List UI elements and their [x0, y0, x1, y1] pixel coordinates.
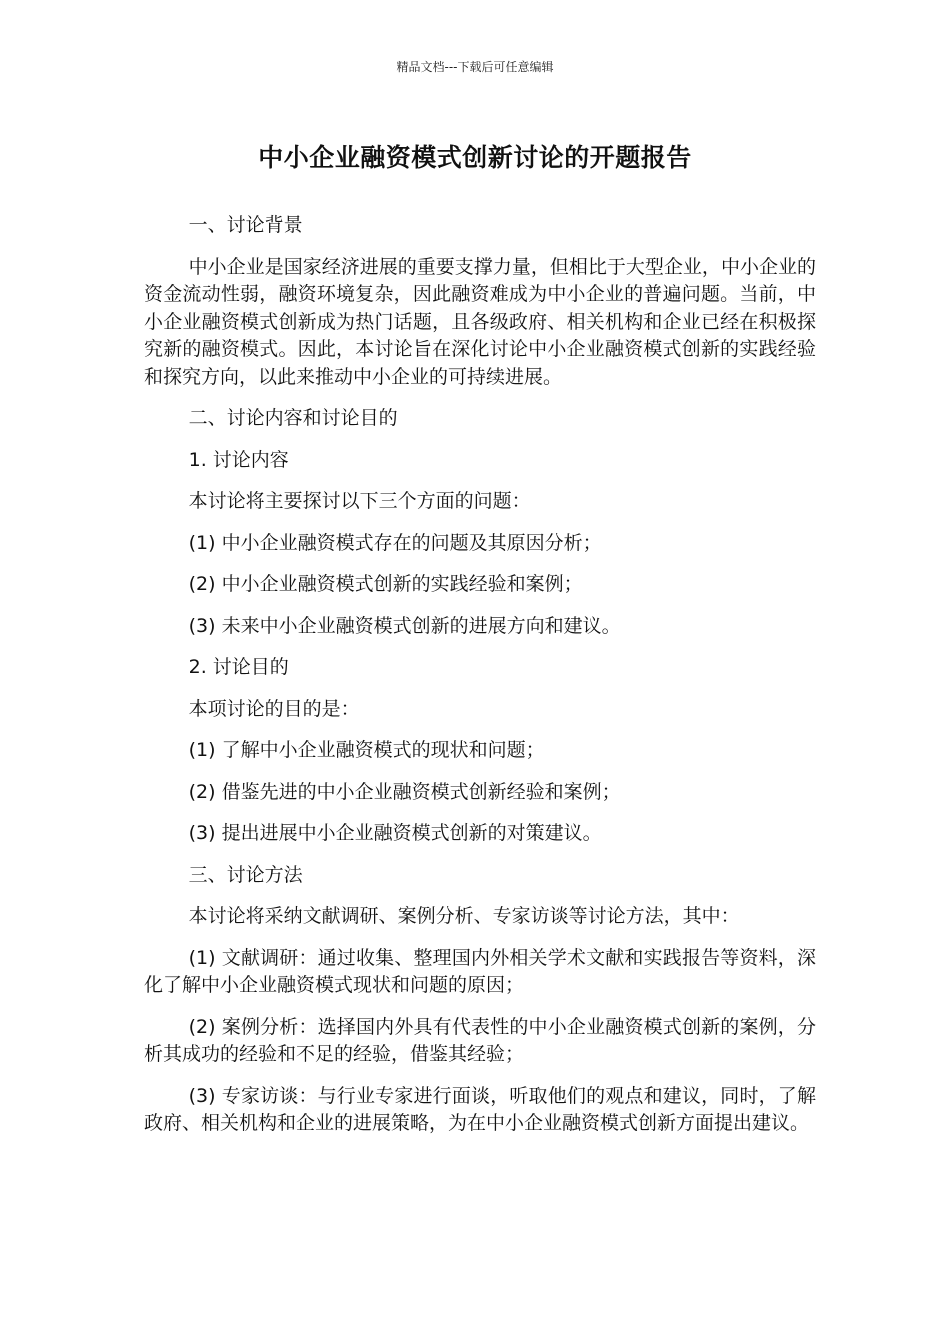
- list-item: (2) 中小企业融资模式创新的实践经验和案例；: [188, 573, 583, 595]
- list-item: (3) 提出进展中小企业融资模式创新的对策建议。: [188, 822, 602, 844]
- subheading-purpose: 2. 讨论目的: [188, 656, 289, 678]
- page-header: 精品文档---下载后可任意编辑: [396, 60, 554, 74]
- section-heading-content-purpose: 二、讨论内容和讨论目的: [188, 407, 398, 429]
- paragraph-methods-intro: 本讨论将采纳文献调研、案例分析、专家访谈等讨论方法，其中：: [188, 905, 740, 927]
- paragraph-background: 中小企业是国家经济进展的重要支撑力量，但相比于大型企业，中小企业的资金流动性弱，融资环境复杂，因此融资难成为中小企业的普遍问题。当前，中小企业融资模式创新成为热门话题，且各级政府、相关机构和企业已经在积极探究新的融资模式。因此，本讨论旨在深化讨论中小企业融资模式创新的实践经验和探究方向，以此来推动中小企业的可持续进展。: [144, 255, 816, 388]
- list-item: (1) 文献调研：通过收集、整理国内外相关学术文献和实践报告等资料，深化了解中小企业融资模式现状和问题的原因；: [144, 946, 816, 996]
- section-heading-methods: 三、讨论方法: [188, 863, 303, 886]
- list-item: (3) 未来中小企业融资模式创新的进展方向和建议。: [188, 614, 621, 637]
- list-item: (2) 借鉴先进的中小企业融资模式创新经验和案例；: [188, 780, 621, 803]
- paragraph-content-intro: 本讨论将主要探讨以下三个方面的问题：: [188, 490, 531, 512]
- list-item: (3) 专家访谈：与行业专家进行面谈，听取他们的观点和建议，同时，了解政府、相关机构和企业的进展策略，为在中小企业融资模式创新方面提出建议。: [144, 1084, 816, 1134]
- list-item: (1) 了解中小企业融资模式的现状和问题；: [188, 739, 545, 761]
- subheading-content: 1. 讨论内容: [188, 448, 289, 471]
- section-heading-background: 一、讨论背景: [188, 214, 303, 236]
- list-item: (1) 中小企业融资模式存在的问题及其原因分析；: [188, 531, 602, 554]
- document-body: [144, 212, 816, 1152]
- document-title: 中小企业融资模式创新讨论的开题报告: [258, 143, 692, 172]
- list-item: (2) 案例分析：选择国内外具有代表性的中小企业融资模式创新的案例，分析其成功的经验和不足的经验，借鉴其经验；: [144, 1015, 816, 1065]
- paragraph-purpose-intro: 本项讨论的目的是：: [188, 697, 360, 720]
